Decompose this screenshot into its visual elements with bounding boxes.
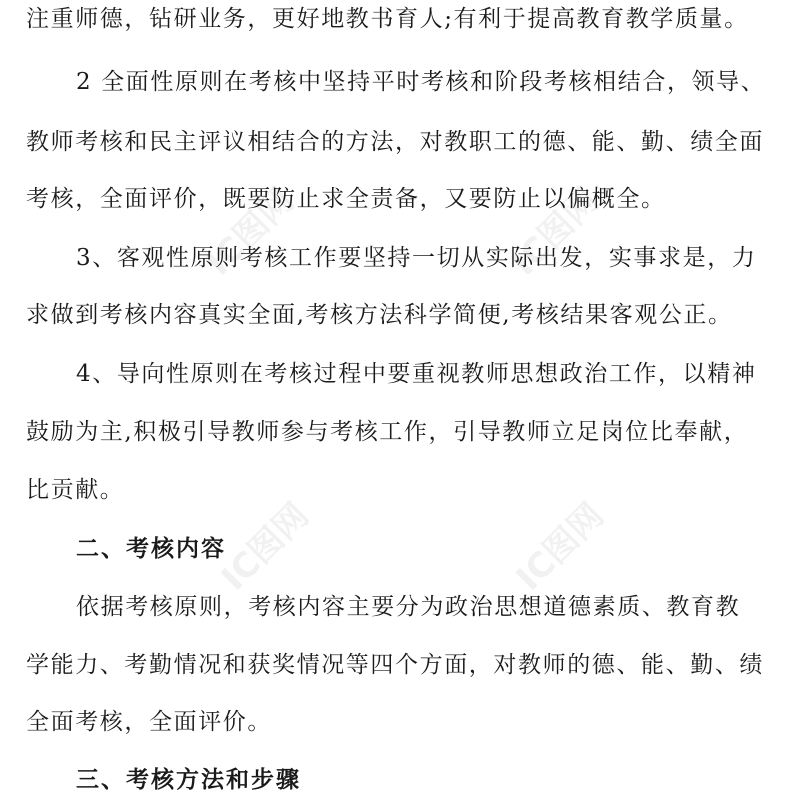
body-line: 比贡献。: [26, 477, 125, 503]
body-line: 注重师德，钻研业务，更好地教书育人;有利于提高教育教学质量。: [26, 6, 749, 32]
section-heading: 三、考核方法和步骤: [76, 767, 301, 793]
body-line: 全面考核，全面评价。: [26, 709, 272, 735]
body-line: 考核，全面评价，既要防止求全责备，又要防止以偏概全。: [26, 186, 666, 212]
watermark: IC图网: [503, 180, 607, 284]
body-line: 学能力、考勤情况和获奖情况等四个方面，对教师的德、能、勤、绩: [26, 652, 764, 678]
watermark: IC图网: [213, 495, 317, 599]
body-line: 4、导向性原则在考核过程中要重视教师思想政治工作，以精神: [76, 361, 757, 387]
body-line: 鼓励为主,积极引导教师参与考核工作，引导教师立足岗位比奉献，: [26, 419, 749, 445]
section-heading: 二、考核内容: [76, 536, 226, 562]
body-line: 3、客观性原则考核工作要坚持一切从实际出发，实事求是，力: [76, 245, 757, 271]
watermark: IC图网: [508, 495, 612, 599]
watermark: IC图网: [198, 180, 302, 284]
body-line: 依据考核原则，考核内容主要分为政治思想道德素质、教育教: [76, 594, 741, 620]
body-line: 求做到考核内容真实全面,考核方法科学简便,考核结果客观公正。: [26, 302, 733, 328]
body-line: 教师考核和民主评议相结合的方法，对教职工的德、能、勤、绩全面: [26, 129, 764, 155]
body-line: 2 全面性原则在考核中坚持平时考核和阶段考核相结合，领导、: [76, 69, 766, 95]
